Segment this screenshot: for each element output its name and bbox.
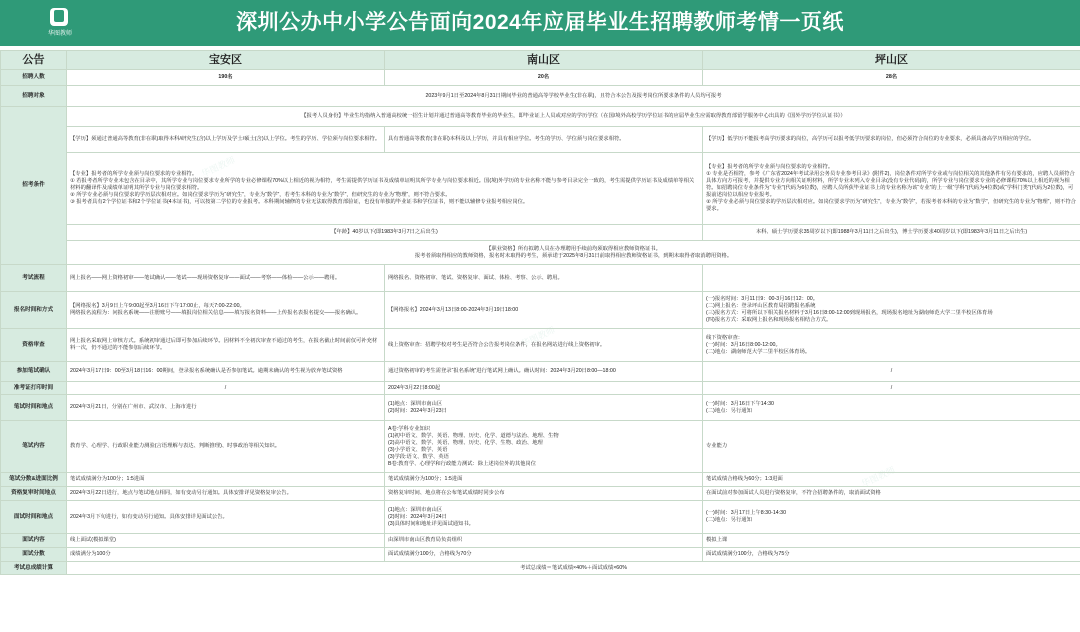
table-cell: 2024年3月17日9：00至3月18日16：00期间，登录报名系统确认是否参加笔试。逾期未确认的考生视为放弃笔试资格 [67, 362, 385, 382]
table-cell: 由深圳市南山区教育局负责组织 [385, 534, 703, 548]
table-cell: 2024年3月22日8:00起 [385, 382, 703, 395]
table-cell: 【学历】低学历不能报考高学历要求的岗位，高学历可以报考低学历要求的岗位，但必须符合岗位的专业要求，必须具备高学历相应的学位。 [703, 127, 1080, 153]
table-row [1, 292, 1080, 329]
table-cell: 2024年3月22日进行，地点与笔试地点相同，如有变动另行通知。具体安排详见资格复审公告。 [67, 487, 385, 501]
table-row [1, 362, 1080, 382]
table-cell: 线上面试(模拟课堂) [67, 534, 385, 548]
row-label: 报名时间和方式 [1, 292, 67, 329]
table-cell: / [703, 382, 1080, 395]
table-cell: 2024年3月21日，分别在广州市、武汉市、上海市进行 [67, 395, 385, 421]
row-label: 准考证打印时间 [1, 382, 67, 395]
row-label: 招考条件 [1, 107, 67, 265]
table-cell: 成绩满分为100分 [67, 548, 385, 562]
row-label: 考试总成绩计算 [1, 562, 67, 575]
logo-text: 华图教师 [47, 31, 72, 37]
table-cell: 2023年9月1日至2024年8月31日期间毕业的普通高等学校毕业生(非在职)，且符合本公告及报考岗位所要求条件的人员均可报考 [67, 86, 1080, 107]
table-row [1, 241, 1080, 265]
table-cell: 线上资格审查：招聘学校对考生是否符合公告报考岗位条件，在报名网站进行线上资格初审。 [385, 329, 703, 362]
table-header-row [1, 51, 1080, 70]
table-cell: 网上报名采取网上审核方式。系统初审通过后即可参加后续环节。因材料不全初次审查不通过的考生，在报名截止时间前仅可补充材料一次，仍不通过的不能参加后续环节。 [67, 329, 385, 362]
table-row [1, 421, 1080, 473]
row-label: 笔试内容 [1, 421, 67, 473]
row-label: 参加笔试确认 [1, 362, 67, 382]
table-cell: 网上报名——网上资格初审——笔试确认——笔试——现场资格复审——面试——考察——体检——公示——聘用。 [67, 265, 385, 292]
table-row [1, 473, 1080, 487]
column-header: 南山区 [385, 51, 703, 70]
table-row [1, 329, 1080, 362]
table-cell: / [67, 382, 385, 395]
table-row [1, 225, 1080, 241]
table-cell: (一)时间：3月16日下午14:30 (二)地点：另行通知 [703, 395, 1080, 421]
table-row [1, 548, 1080, 562]
table-row [1, 534, 1080, 548]
column-header: 坪山区 [703, 51, 1080, 70]
table-cell: 笔试成绩满分为100分；1:5进面 [385, 473, 703, 487]
row-label: 面试时间和地点 [1, 501, 67, 534]
table-cell: 在面试前对参加面试人员进行资格复审，不符合招聘条件的，取消面试资格 [703, 487, 1080, 501]
table-cell: 网络报名、资格初审、笔试、资格复审、面试、体检、考察、公示、聘用。 [385, 265, 703, 292]
table-cell: 通过资格初审的考生需登录“报名系统”进行笔试网上确认。确认时间：2024年3月20日8:00—18:00 [385, 362, 703, 382]
table-row [1, 153, 1080, 225]
table-cell: 20名 [385, 70, 703, 86]
table-cell: 【年龄】40岁以下(即1983年3月7日之后出生) [67, 225, 703, 241]
table-cell: 【学历】须通过普通高等教育(非在职)取得本科/研究生(含)以上学历及学士/硕士(含)以上学位。考生的学历、学位须与岗位要求相符。 [67, 127, 385, 153]
table-cell: 面试成绩满分100分，合格线为70分 [385, 548, 703, 562]
table-cell: 【专业】报考者的所学专业须与岗位要求的专业相符。 ① 若报考者所学专业未包含在目录中，其所学专业与岗位要求专业所学的专业必修课程70%以上相近的视为相符，考生需提供学历证书及成绩单证明其所学专业与岗位要求相近。国(境)外学历的专业名称不能与参考目录完全一致的，考生需提供学历证书及成绩单等相关材料的翻译件及成绩单证明其所学专业与岗位要求相符。 ② 所学专业必须与岗位要求的学历层次相对应。如岗位要求学历为“研究生”，专业为“数学”，若考生本科的专业为“数学”，但研究生的专业为“物理”，则不符合要求。 ③ 报考者具有2个学位证书和2个学位证书(4本证书)，可以按第二学位的专业报考。本科期间辅修的专业无法取得教育部验证，也没有单独的毕业证书和学位证书，则不能以辅修专业报考相应岗位。 [67, 153, 703, 225]
table-cell: 考试总成绩＝笔试成绩×40%＋面试成绩×60% [67, 562, 1080, 575]
table-cell: 【专业】报考者的所学专业须与岗位要求的专业相符。 ① 专业是否相符，参考《广东省2024年考试录用公务员专业参考目录》(附件2)，岗位条件对所学专业或与岗位相关的其他条件有另有要求的，应聘人员须符合具体方向方可报考，并提供专业方向相关证明材料，所学专业未列入专业目录(没有专业代码)的，所学专业与岗位要求专业的必修课程70%以上相近的视为相符。如招聘岗位专业条件为“专业”(代码为6位数)，应聘人员所获毕业证书上的专业名称为该“专业”的上一级“学科”(代码为4位数)或“学科门类”(代码为2位数)，可报前述岗位以相应专业报考。 ② 所学专业必须与岗位要求的学历层次相对应。如岗位要求学历为“研究生”，专业为“数学”，若报考者本科的专业为“数学”，但研究生的专业为“物理”，则不符合要求。 [703, 153, 1080, 225]
table-cell: A卷:学科专业知识 (1)初中语文、数学、英语、物理、历史、化学、道德与法治、地理、生物 (2)高中语文、数学、英语、物理、历史、化学、生物、政治、地理 (3)小学语文、数学、英语 (3)学段:语文、数学、英语 B卷:教育学、心理学和行政能力测试：除上述岗位外的其他岗位 [385, 421, 703, 473]
table-cell: 笔试成绩满分为100分；1:5进面 [67, 473, 385, 487]
table-row [1, 487, 1080, 501]
table-cell: / [703, 362, 1080, 382]
row-label: 面试内容 [1, 534, 67, 548]
column-header: 宝安区 [67, 51, 385, 70]
table-cell [703, 265, 1080, 292]
table-row [1, 265, 1080, 292]
watermark: 华图教师 [859, 464, 897, 490]
header-banner [0, 0, 1080, 46]
row-label: 资格审查 [1, 329, 67, 362]
table-cell: 线下资格审查： (一)时间：3月16日8:00-12:00。 (二)地点：湖南师范大学二里半校区体育场。 [703, 329, 1080, 362]
table-cell: 模拟上课 [703, 534, 1080, 548]
table-cell: 28名 [703, 70, 1080, 86]
table-cell: 教育学、心理学、行政职业能力测验(言语理解与表达、判断推理)、时事政治等相关知识。 [67, 421, 385, 473]
table-row [1, 127, 1080, 153]
column-header: 公告 [1, 51, 67, 70]
table-cell: (一)报名时间：3月11日9：00-3月16日12：00。 (二)网上报名：登录坪山区教育局招聘报名系统 (三)报名方式：可将所以下相关报名材料于3月16日8:00-12:00到现场报名，现场报名地址为湖南师范大学二里半校区体育场 (四)报名方式：采取网上报名和现场报名相结合方式。 [703, 292, 1080, 329]
row-label: 招聘对象 [1, 86, 67, 107]
table-cell: (1)地点：深圳市南山区 (2)时间：2024年3月23日 [385, 395, 703, 421]
table-cell: 【职业资格】所有拟聘人员在办理聘用手续前均须取得相应教师资格证书。 报考者须取得相应的教师资格，报名时未取得的考生，须承诺于2025年8月31日前取得相应教师资格证书，到期未取得者取消聘用资格。 [67, 241, 1080, 265]
table-row [1, 501, 1080, 534]
table-cell: 资格复审时间、地点将在公布笔试成绩时同步公布 [385, 487, 703, 501]
table-row [1, 107, 1080, 127]
table-cell: 【报考人员身份】毕业生均指纳入普通高校统一招生计划并通过普通高等教育毕业的毕业生，即毕业证上人员或对应的学历学位（在国/境外高校学历学位证书的应届毕业生应需取得教育部留学服务中心出具的《国外学历学位认证书》） [67, 107, 1080, 127]
brand-logo [42, 8, 78, 40]
table-cell: (1)地点：深圳市南山区 (2)时间：2024年3月24日 (3)具体时间和地址详见面试通知书。 [385, 501, 703, 534]
table-row [1, 382, 1080, 395]
table-cell: 专业能力 [703, 421, 1080, 473]
table-cell: 本科、硕士学历要求35周岁以下(即1988年3月11日之后出生)，博士学历要求40周岁以下(即1983年3月11日之后出生) [703, 225, 1080, 241]
table-row [1, 562, 1080, 575]
watermark: 华图教师 [519, 324, 557, 350]
row-label: 笔试分数&进面比例 [1, 473, 67, 487]
watermark: 华图教师 [199, 154, 237, 180]
table-cell: 【网络报名】3月9日上午9:00起至3月16日下午17:00止，每天7:00-22:00。 网络报名流程为：问报名系统——注册账号——填报岗位相关信息——填写报名资料——上传报名表报名提交——报名确认。 [67, 292, 385, 329]
row-label: 笔试时间和地点 [1, 395, 67, 421]
table-cell: 190名 [67, 70, 385, 86]
table-cell: 2024年3月下旬进行，如有变动另行通知。具体安排详见面试公告。 [67, 501, 385, 534]
row-label: 招聘人数 [1, 70, 67, 86]
row-label: 资格复审时间地点 [1, 487, 67, 501]
table-cell: 具有普通高等教育(非在职)本科及以上学历，并具有相应学位。考生的学历、学位须与岗位要求相符。 [385, 127, 703, 153]
table-row [1, 86, 1080, 107]
logo-icon [50, 8, 68, 26]
table-cell: 面试成绩满分100分，合格线为75分 [703, 548, 1080, 562]
table-cell: (一)时间：3月17日上午8:30-14:30 (二)地点：另行通知 [703, 501, 1080, 534]
table-row [1, 395, 1080, 421]
row-label: 面试分数 [1, 548, 67, 562]
exam-info-table [0, 50, 1080, 575]
page-title: 深圳公办中小学公告面向2024年应届毕业生招聘教师考情一页纸 [236, 11, 844, 34]
table-cell: 【网络报名】2024年3月13日8:00-2024年3月19日18:00 [385, 292, 703, 329]
table-cell: 笔试成绩合格线为60分；1:3进面 [703, 473, 1080, 487]
table-row [1, 70, 1080, 86]
row-label: 考试流程 [1, 265, 67, 292]
